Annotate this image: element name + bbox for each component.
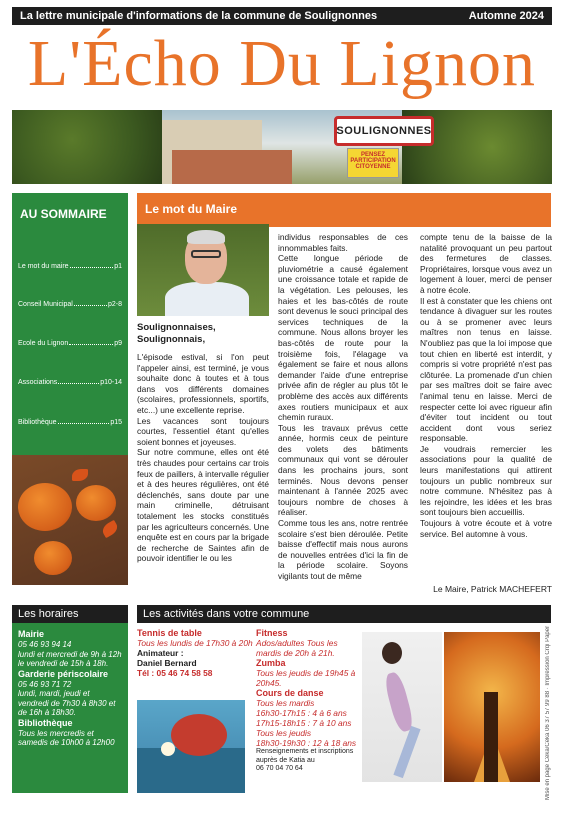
toc-item[interactable]: Bibliothèque p15 — [18, 419, 122, 426]
toc-item[interactable]: Le mot du maire p1 — [18, 263, 122, 270]
tennis-title: Tennis de table — [137, 628, 202, 638]
print-credit: Mise en page Ceka/Ceka 06 37 57 99 88 · Impression Crqi Paper — [545, 625, 551, 800]
zumba-title: Zumba — [256, 658, 286, 668]
header-tagline: La lettre municipale d'informations de la commune de Soulignonnes — [20, 10, 378, 22]
info-text: Renseignements et inscriptions auprès de Katia au — [256, 748, 354, 764]
paragraph: Je voudrais remercier les associations pour la qualité de leurs manifestations qui attirent toujours un public nombreux sur notre commune. N'hésitez pas à les rejoindre, les idées et les bras sont toujours bien accueillis. — [420, 443, 552, 518]
dance-line: Tous les jeudis — [256, 728, 312, 738]
hours-detail: lundi et mercredi de 9h à 12h le vendredi de 15h à 18h. — [18, 649, 122, 668]
tennis-schedule: Tous les lundis de 17h30 à 20h — [137, 638, 253, 648]
mayor-text-column-1 — [137, 322, 269, 564]
paragraph: L'épisode estival, si l'on peut l'appeler ainsi, est terminé, je vous souhaite donc à toutes et à tous dans vos différents domaines (scolaires, professionnels, sportifs, etc...) une excellente reprise. — [137, 352, 269, 415]
pumpkins-image — [12, 455, 128, 585]
fitness-title: Fitness — [256, 628, 288, 638]
animator-label: Animateur : — [137, 648, 184, 658]
village-banner-image — [12, 110, 552, 184]
citizen-sign: PENSEZ PARTICIPATION CITOYENNE — [347, 148, 399, 178]
dance-line: Tous les mardis — [256, 698, 315, 708]
paragraph: individus responsables de ces innommables faits. — [278, 232, 408, 253]
toc-item[interactable]: Conseil Municipal p2-8 — [18, 301, 122, 308]
dance-line: 18h30-19h30 : 12 à 18 ans — [256, 738, 357, 748]
toc-title: AU SOMMAIRE — [20, 207, 107, 221]
hours-title: Garderie périscolaire — [18, 668, 109, 679]
zumba-schedule: Tous les jeudis de 19h45 à 20h45. — [256, 668, 356, 688]
hours-title: Bibliothèque — [18, 717, 73, 728]
paragraph: compte tenu de la baisse de la natalité provoquant un peu partout des fermetures de classes. Propriétaires, lorsque vous avez un logement à louer, merci de penser à notre école. — [420, 232, 552, 295]
hours-header: Les horaires — [12, 605, 128, 623]
hours-phone: 05 46 93 94 14 — [18, 640, 72, 649]
info-phone: 06 70 04 70 64 — [256, 765, 303, 772]
town-sign: SOULIGNONNES — [334, 116, 434, 146]
hours-detail: lundi, mardi, jeudi et vendredi de 7h30 à 8h30 et de 16h à 18h30. — [18, 689, 116, 717]
paragraph: Cette longue période de pluviométrie a causé également une croissance totale et rapide de la végétation. Les pelouses, les haies et les bas-côtés de route sont devenus le souci principal des services techniques de la commune. Nous allons broyer les bas-côtés de route pour la troisième fois, l'élagage va également se faire et nous allons demander l'aide d'une entreprise privée afin de régler au plus tôt le problème des accès aux différents axes routiers municipaux et aux chemin ruraux. — [278, 253, 408, 423]
toc-item[interactable]: Associations p10-14 — [18, 379, 122, 386]
hours-panel — [12, 623, 128, 793]
fitness-schedule: Ados/adultes Tous les mardis de 20h à 21h. — [256, 638, 338, 658]
hours-detail: Tous les mercredis et samedis de 10h00 à 12h00 — [18, 728, 115, 747]
hours-title: Mairie — [18, 629, 45, 639]
paragraph: Les vacances sont toujours courtes, l'essentiel étant qu'elles soient bonnes et joyeuses. — [137, 415, 269, 447]
fitness-block — [256, 628, 360, 774]
paragraph: Toujours à votre écoute et à votre service. Bel automne à vous. — [420, 518, 552, 539]
mayor-text-column-3 — [420, 232, 552, 539]
table-tennis-image — [137, 700, 245, 793]
newsletter-title: L'Écho Du Lignon — [27, 27, 537, 100]
tennis-phone: Tél : 05 46 74 58 58 — [137, 668, 213, 678]
paragraph: Comme tous les ans, notre rentrée scolaire s'est bien déroulée. Petite baisse d'effectif mais nous aurons de nouvelles entrées d'ici la fin de la période scolaire. Soyons vigilants tout de même — [278, 518, 408, 581]
mayor-portrait — [137, 224, 269, 316]
mayor-signature: Le Maire, Patrick MACHEFERT — [433, 584, 552, 594]
mayor-section-header — [137, 193, 551, 227]
toc-item[interactable]: Ecole du Lignon p9 — [18, 340, 122, 347]
tennis-block — [137, 628, 253, 678]
mayor-text-column-2 — [278, 232, 408, 582]
autumn-forest-image — [444, 632, 540, 782]
greeting: Soulignonnaises, Soulignonnais, — [137, 322, 216, 345]
dancer-image — [362, 632, 442, 782]
paragraph: Sur notre commune, elles ont été très chaudes pour certains car trois feux de paillers, à intervalle régulier et à des heures régulières, ont été déclenchés, sans doute par une main criminelle, détruisant totalement les stocks constitués par les agriculteurs concernés. Une enquête est en cours par la brigade de recherche de Saintes afin de pouvoir identifier le ou les — [137, 447, 269, 564]
dance-title: Cours de danse — [256, 688, 324, 698]
header-season: Automne 2024 — [468, 10, 544, 22]
paragraph: Il est à constater que les chiens ont tendance à divaguer sur les routes ou à se promener avec leurs maîtres non tenus en laisse. N'oubliez pas que la loi impose que tout chien en liberté est interdit, y compris si votre propriété n'est pas clôturée. La promenade d'un chien par ses maîtres doit se faire avec l'animal tenu en laisse. Merci de respecter cette loi avec rigueur afin d'éviter tout incident ou tout accident dont vous seriez responsable. — [420, 295, 552, 444]
animator-name: Daniel Bernard — [137, 658, 197, 668]
roof-shape — [172, 150, 292, 184]
tree-shape — [12, 110, 162, 184]
activities-header: Les activités dans votre commune — [137, 605, 551, 623]
hours-phone: 05 46 93 71 72 — [18, 679, 72, 689]
paragraph: Tous les travaux prévus cette année, hormis ceux de peinture des volets des bâtiments communaux qui vont se dérouler dans les prochains jours, sont terminés. Nous devons penser maintenant à l'année 2025 avec toujours nombre de choses à réaliser. — [278, 422, 408, 518]
mayor-section-title: Le mot du Maire — [145, 202, 238, 216]
dance-line: 17h15-18h15 : 7 à 10 ans — [256, 718, 352, 728]
dance-line: 16h30-17h15 : 4 à 6 ans — [256, 708, 347, 718]
table-of-contents — [12, 193, 128, 585]
header-bar — [12, 7, 552, 25]
